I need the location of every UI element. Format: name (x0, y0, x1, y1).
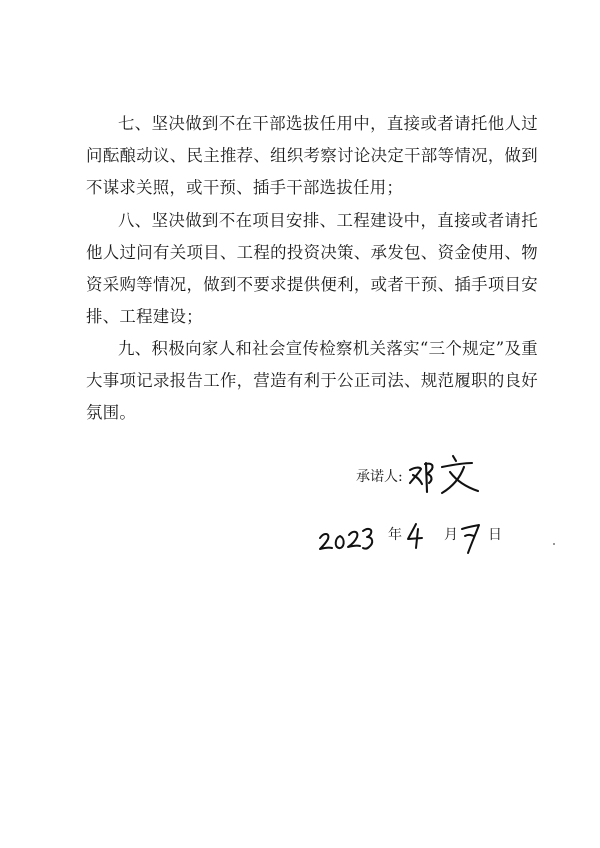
handwritten-signature (406, 450, 486, 496)
signer-label: 承诺人: (356, 469, 403, 485)
paragraph-item-9: 九、积极向家人和社会宣传检察机关落实“三个规定”及重大事项记录报告工作，营造有利于公正司法、规范履职的良好氛围。 (86, 339, 538, 422)
handwritten-date (318, 512, 508, 558)
date-day-char: 日 (488, 527, 502, 543)
scan-speck (553, 543, 555, 545)
date-month-char: 月 (444, 527, 458, 543)
paragraph-item-8: 八、坚决做到不在项目安排、工程建设中，直接或者请托他人过问有关项目、工程的投资决策、承发包、资金使用、物资采购等情况，做到不要求提供便利，或者干预、插手项目安排、工程建设； (86, 211, 538, 326)
date-year-char: 年 (388, 527, 402, 543)
paragraph-item-7: 七、坚决做到不在干部选拔任用中，直接或者请托他人过问酝酿动议、民主推荐、组织考察讨论决定干部等情况，做到不谋求关照，或干预、插手干部选拔任用； (86, 114, 538, 197)
